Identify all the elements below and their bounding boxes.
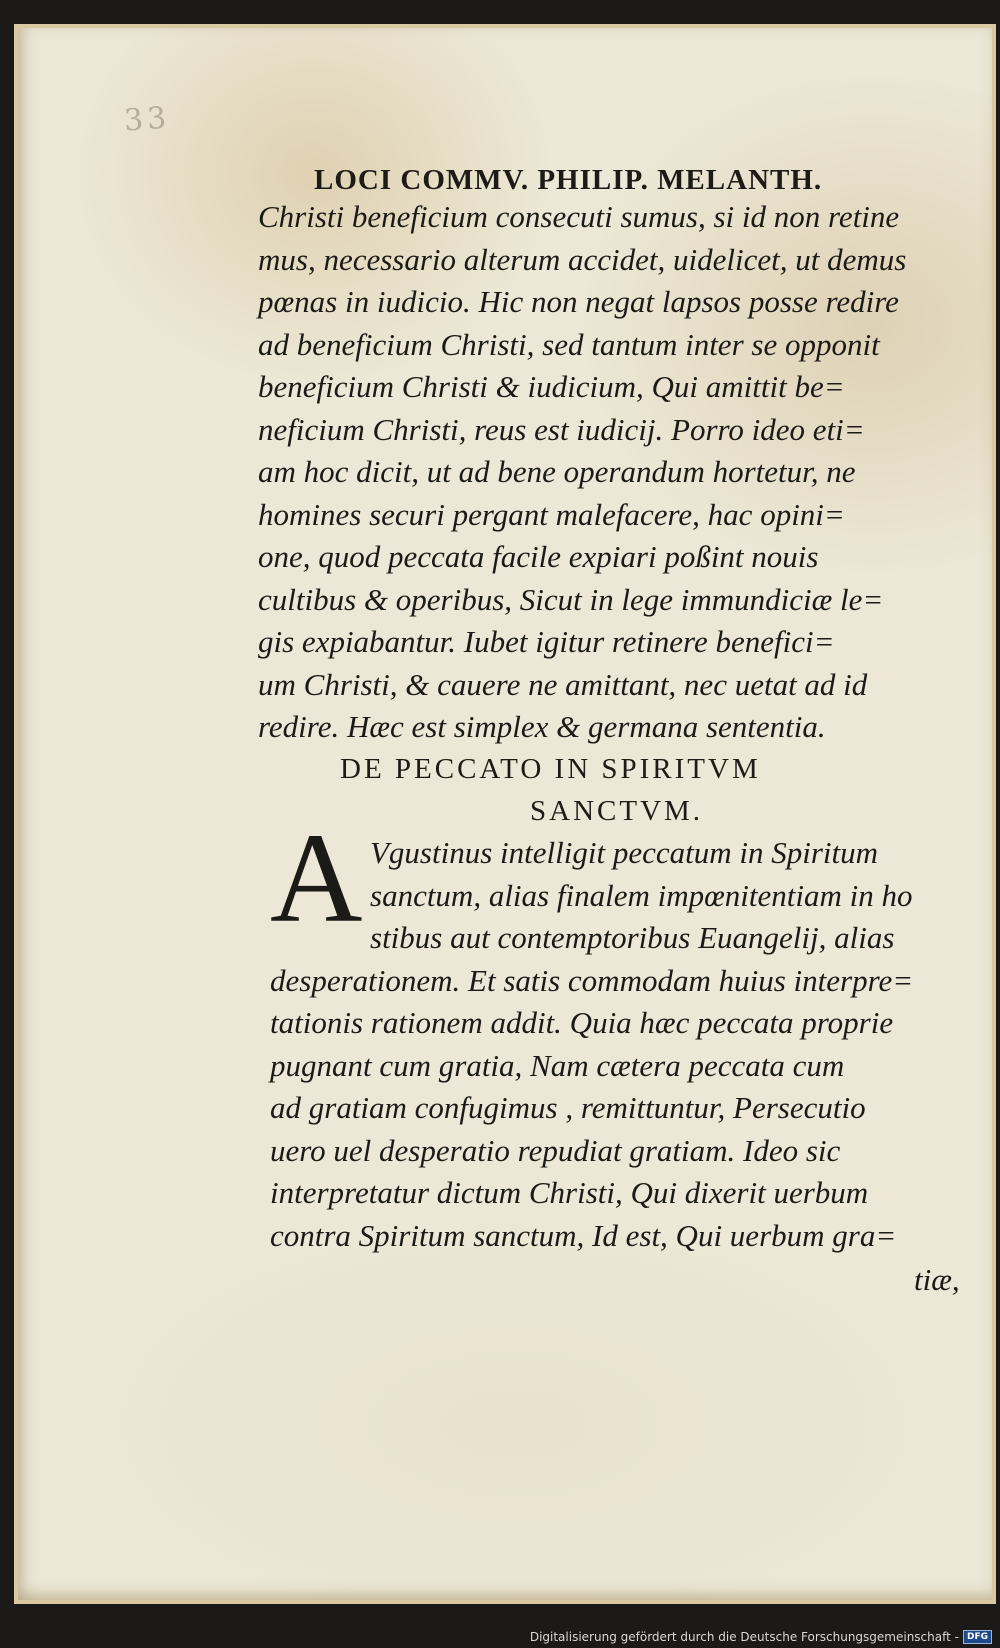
running-head: LOCI COMMV. PHILIP. MELANTH. [314, 164, 823, 196]
text-line: pugnant cum gratia, Nam cætera peccata cum [270, 1047, 845, 1083]
digitization-footer [530, 1630, 992, 1644]
paragraph-2 [270, 832, 960, 1257]
text-line: Christi beneficium consecuti sumus, si id non retine [258, 199, 900, 234]
text-line: mus, necessario alterum accidet, uidelicet, ut demus [258, 241, 907, 277]
catchword: tiæ, [914, 1262, 960, 1297]
text-line: sanctum, alias finalem impœnitentiam in ho [370, 877, 913, 913]
dfg-logo: DFG [963, 1630, 992, 1644]
text-line: cultibus & operibus, Sicut in lege immundiciæ le= [258, 581, 884, 617]
footer-text: Digitalisierung gefördert durch die Deutsche Forschungsgemeinschaft - [529, 1630, 959, 1644]
drop-cap-initial: A [270, 807, 363, 949]
marginal-page-number: 33 [122, 100, 172, 139]
text-line: neficium Christi, reus est iudicij. Porro ideo eti= [258, 411, 865, 447]
text-line: pœnas in iudicio. Hic non negat lapsos posse redire [258, 284, 899, 319]
text-line: ad gratiam confugimus , remittuntur, Persecutio [270, 1090, 866, 1125]
text-line: Vgustinus intelligit peccatum in Spiritum [370, 835, 879, 870]
text-line: one, quod peccata facile expiari poßint nouis [258, 539, 819, 574]
section-heading-line-1: DE PECCATO IN SPIRITVM [340, 753, 761, 785]
text-line: redire. Hæc est simplex & germana sententia. [258, 709, 826, 744]
text-line: uero uel desperatio repudiat gratiam. Ideo sic [270, 1132, 841, 1168]
text-line: interpretatur dictum Christi, Qui dixerit uerbum [270, 1175, 869, 1210]
text-line: contra Spiritum sanctum, Id est, Qui uerbum gra= [270, 1217, 897, 1253]
text-line: stibus aut contemptoribus Euangelij, alias [370, 920, 895, 955]
section-heading-line-2: SANCTVM. [530, 795, 704, 827]
text-line: beneficium Christi & iudicium, Qui amittit be= [258, 369, 845, 404]
text-line: tationis rationem addit. Quia hæc peccata proprie [270, 1005, 894, 1040]
text-line: ad beneficium Christi, sed tantum inter se opponit [258, 326, 880, 362]
text-line: um Christi, & cauere ne amittant, nec uetat ad id [258, 666, 868, 702]
paragraph-1 [258, 196, 948, 749]
section-heading [340, 748, 860, 832]
text-line: gis expiabantur. Iubet igitur retinere benefici= [258, 624, 835, 659]
text-line: desperationem. Et satis commodam huius interpre= [270, 962, 914, 998]
text-line: homines securi pergant malefacere, hac opini= [258, 496, 845, 532]
text-line: am hoc dicit, ut ad bene operandum hortetur, ne [258, 454, 856, 489]
